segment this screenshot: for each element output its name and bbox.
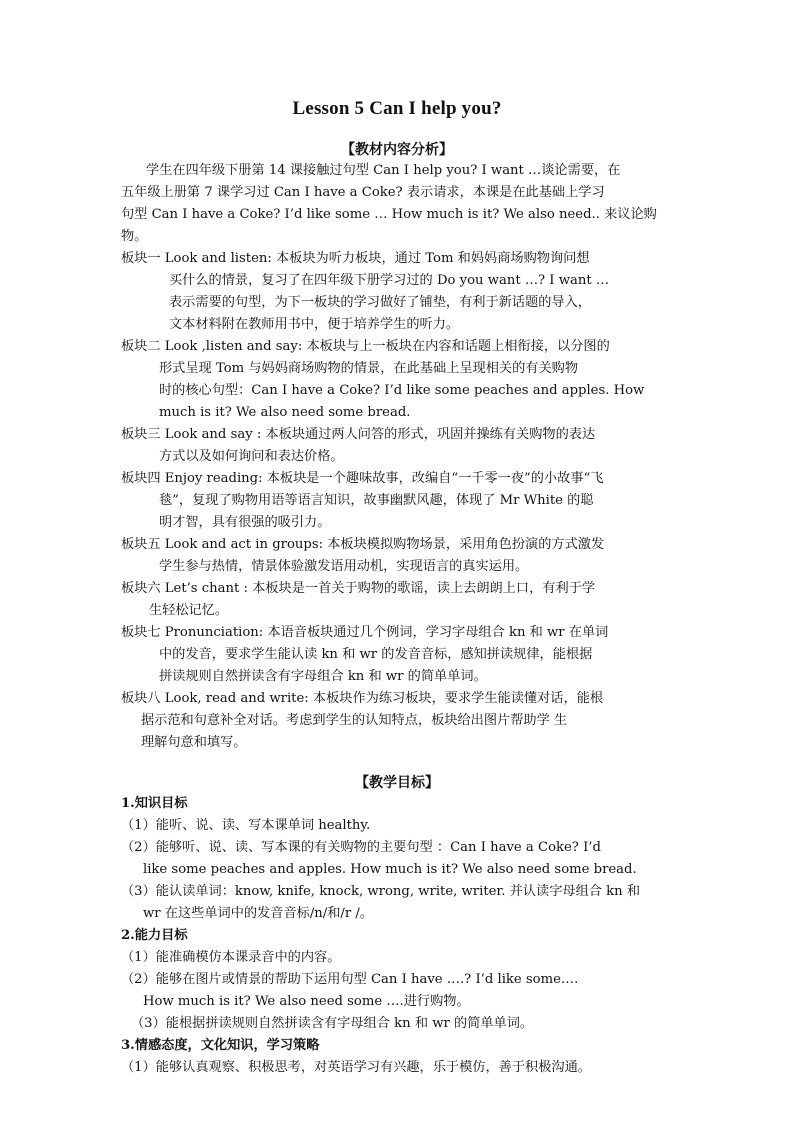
- analysis-line: 拼读规则自然拼读含有字母组合 kn 和 wr 的简单单词。: [159, 669, 487, 684]
- objective-line: （1）能准确模仿本课录音中的内容。: [121, 950, 341, 965]
- analysis-line: 板块七 Pronunciation: 本语音板块通过几个例词，学习字母组合 kn 和 wr 在单词: [121, 625, 609, 640]
- analysis-line: 五年级上册第 7 课学习过 Can I have a Coke? 表示请求，本课是在此基础上学习: [121, 185, 605, 200]
- analysis-line: 板块五 Look and act in groups: 本板块模拟购物场景，采用角色扮演的方式激发: [121, 537, 605, 552]
- objective-line: （3）能根据拼读规则自然拼读含有字母组合 kn 和 wr 的简单单词。: [131, 1016, 534, 1031]
- analysis-line: 板块四 Enjoy reading: 本板块是一个趣味故事，改编自“一千零一夜”的小故事“飞: [121, 471, 604, 486]
- analysis-line: 中的发音，要求学生能认读 kn 和 wr 的发音音标，感知拼读规律，能根据: [159, 647, 593, 662]
- analysis-line: 文本材料附在教师用书中，便于培养学生的听力。: [169, 317, 460, 332]
- analysis-heading: 【教材内容分析】: [341, 142, 453, 158]
- objective-line: （2）能够听、说、读、写本课的有关购物的主要句型 ：Can I have a Coke? I’d: [121, 840, 601, 855]
- objective-line: like some peaches and apples. How much is it? We also need some bread.: [143, 862, 637, 877]
- analysis-line: 时的核心句型：Can I have a Coke? I’d like some peaches and apples. How: [159, 383, 645, 398]
- analysis-line: 方式以及如何询问和表达价格。: [159, 449, 344, 464]
- analysis-line: 板块一 Look and listen: 本板块为听力板块，通过 Tom 和妈妈商场购物询问想: [121, 251, 590, 266]
- analysis-line: 生轻松记忆。: [149, 603, 229, 618]
- objective-subheading: 3.情感态度，文化知识，学习策略: [121, 1038, 320, 1053]
- analysis-line: 板块八 Look, read and write: 本板块作为练习板块，要求学生能读懂对话，能根: [121, 691, 604, 706]
- analysis-line: 毯”，复现了购物用语等语言知识，故事幽默风趣，体现了 Mr White 的聪: [159, 493, 594, 508]
- analysis-line: 句型 Can I have a Coke? I’d like some … How much is it? We also need.. 来议论购: [121, 207, 657, 222]
- objective-line: （1）能听、说、读、写本课单词 healthy.: [121, 818, 371, 833]
- lesson-title: Lesson 5 Can I help you?: [292, 98, 502, 119]
- analysis-line: 表示需要的句型，为下一板块的学习做好了铺垫，有利于新话题的导入，: [169, 295, 591, 310]
- objective-line: （2）能够在图片或情景的帮助下运用句型 Can I have ….? I’d like some….: [121, 972, 579, 987]
- analysis-line: 板块六 Let’s chant : 本板块是一首关于购物的歌谣，读上去朗朗上口，有利于学: [121, 581, 596, 596]
- objective-line: wr 在这些单词中的发音音标/n/和/r /。: [143, 906, 373, 921]
- analysis-line: 板块二 Look ,listen and say: 本板块与上一板块在内容和话题上相衔接，以分图的: [121, 339, 610, 354]
- analysis-line: 据示范和句意补全对话。考虑到学生的认知特点，板块给出图片帮助学 生: [141, 713, 568, 728]
- analysis-line: 板块三 Look and say : 本板块通过两人问答的形式，巩固并操练有关购物的表达: [121, 427, 596, 442]
- analysis-line: 学生在四年级下册第 14 课接触过句型 Can I help you? I want …谈论需要，在: [146, 163, 621, 178]
- objective-line: （1）能够认真观察、积极思考，对英语学习有兴趣，乐于模仿，善于积极沟通。: [121, 1060, 591, 1075]
- analysis-line: 买什么的情景，复习了在四年级下册学习过的 Do you want …? I want …: [169, 273, 610, 288]
- objective-subheading: 2.能力目标: [121, 928, 188, 943]
- analysis-line: 明才智，具有很强的吸引力。: [159, 515, 331, 530]
- analysis-line: 物。: [121, 229, 148, 244]
- objectives-heading: 【教学目标】: [355, 775, 439, 791]
- objective-subheading: 1.知识目标: [121, 796, 188, 811]
- objective-line: How much is it? We also need some ….进行购物。: [143, 994, 470, 1009]
- analysis-line: 理解句意和填写。: [141, 735, 247, 750]
- analysis-line: 学生参与热情，情景体验激发语用动机，实现语言的真实运用。: [159, 559, 529, 574]
- objective-line: （3）能认读单词：know, knife, knock, wrong, write, writer. 并认读字母组合 kn 和: [121, 884, 641, 899]
- analysis-line: 形式呈现 Tom 与妈妈商场购物的情景，在此基础上呈现相关的有关购物: [159, 361, 579, 376]
- analysis-line: much is it? We also need some bread.: [159, 405, 411, 420]
